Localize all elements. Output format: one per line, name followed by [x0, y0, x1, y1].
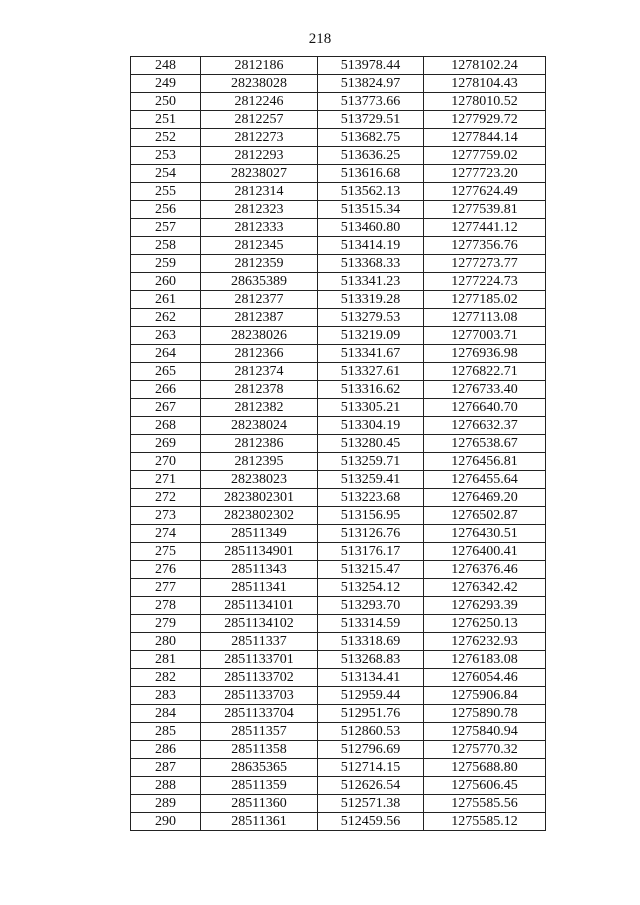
point-id-cell: 28238026 [201, 327, 318, 345]
x-coordinate-cell: 513215.47 [318, 561, 424, 579]
y-coordinate-cell: 1278102.24 [424, 57, 546, 75]
x-coordinate-cell: 513515.34 [318, 201, 424, 219]
x-coordinate-cell: 513305.21 [318, 399, 424, 417]
x-coordinate-cell: 513280.45 [318, 435, 424, 453]
point-number-cell: 273 [131, 507, 201, 525]
table-row [131, 93, 546, 111]
table-row [131, 507, 546, 525]
y-coordinate-cell: 1275585.12 [424, 813, 546, 831]
point-id-cell: 2812359 [201, 255, 318, 273]
y-coordinate-cell: 1276376.46 [424, 561, 546, 579]
table-row [131, 489, 546, 507]
x-coordinate-cell: 512571.38 [318, 795, 424, 813]
point-id-cell: 28238028 [201, 75, 318, 93]
x-coordinate-cell: 513773.66 [318, 93, 424, 111]
point-id-cell: 2812293 [201, 147, 318, 165]
point-id-cell: 2851133701 [201, 651, 318, 669]
point-number-cell: 271 [131, 471, 201, 489]
point-id-cell: 2851133704 [201, 705, 318, 723]
table-row [131, 651, 546, 669]
x-coordinate-cell: 513126.76 [318, 525, 424, 543]
x-coordinate-cell: 513341.23 [318, 273, 424, 291]
table-row [131, 201, 546, 219]
table-row [131, 543, 546, 561]
point-number-cell: 287 [131, 759, 201, 777]
x-coordinate-cell: 512959.44 [318, 687, 424, 705]
point-id-cell: 2812387 [201, 309, 318, 327]
y-coordinate-cell: 1275890.78 [424, 705, 546, 723]
table-row [131, 453, 546, 471]
y-coordinate-cell: 1276502.87 [424, 507, 546, 525]
point-id-cell: 28511361 [201, 813, 318, 831]
table-row [131, 705, 546, 723]
table-body [131, 57, 546, 831]
x-coordinate-cell: 513268.83 [318, 651, 424, 669]
table-row [131, 363, 546, 381]
y-coordinate-cell: 1276822.71 [424, 363, 546, 381]
y-coordinate-cell: 1275906.84 [424, 687, 546, 705]
x-coordinate-cell: 512714.15 [318, 759, 424, 777]
x-coordinate-cell: 513978.44 [318, 57, 424, 75]
point-number-cell: 272 [131, 489, 201, 507]
table-row [131, 741, 546, 759]
y-coordinate-cell: 1276733.40 [424, 381, 546, 399]
point-number-cell: 262 [131, 309, 201, 327]
point-number-cell: 255 [131, 183, 201, 201]
y-coordinate-cell: 1277759.02 [424, 147, 546, 165]
table-row [131, 561, 546, 579]
y-coordinate-cell: 1277356.76 [424, 237, 546, 255]
point-number-cell: 286 [131, 741, 201, 759]
x-coordinate-cell: 513259.71 [318, 453, 424, 471]
table-row [131, 579, 546, 597]
point-id-cell: 28238023 [201, 471, 318, 489]
y-coordinate-cell: 1277539.81 [424, 201, 546, 219]
point-number-cell: 252 [131, 129, 201, 147]
table-row [131, 57, 546, 75]
y-coordinate-cell: 1275606.45 [424, 777, 546, 795]
y-coordinate-cell: 1275770.32 [424, 741, 546, 759]
y-coordinate-cell: 1277929.72 [424, 111, 546, 129]
table-row [131, 309, 546, 327]
point-id-cell: 28511357 [201, 723, 318, 741]
x-coordinate-cell: 513319.28 [318, 291, 424, 309]
point-id-cell: 2812378 [201, 381, 318, 399]
point-id-cell: 2851134101 [201, 597, 318, 615]
x-coordinate-cell: 513314.59 [318, 615, 424, 633]
table-row [131, 345, 546, 363]
point-id-cell: 2812382 [201, 399, 318, 417]
point-number-cell: 258 [131, 237, 201, 255]
page-number: 218 [308, 31, 332, 47]
y-coordinate-cell: 1276538.67 [424, 435, 546, 453]
point-number-cell: 251 [131, 111, 201, 129]
x-coordinate-cell: 513824.97 [318, 75, 424, 93]
point-id-cell: 2812257 [201, 111, 318, 129]
table-row [131, 327, 546, 345]
point-id-cell: 28511349 [201, 525, 318, 543]
x-coordinate-cell: 513682.75 [318, 129, 424, 147]
x-coordinate-cell: 513134.41 [318, 669, 424, 687]
table-row [131, 633, 546, 651]
x-coordinate-cell: 513304.19 [318, 417, 424, 435]
point-id-cell: 2812273 [201, 129, 318, 147]
y-coordinate-cell: 1276400.41 [424, 543, 546, 561]
point-number-cell: 284 [131, 705, 201, 723]
table-row [131, 669, 546, 687]
x-coordinate-cell: 513259.41 [318, 471, 424, 489]
y-coordinate-cell: 1275688.80 [424, 759, 546, 777]
y-coordinate-cell: 1277003.71 [424, 327, 546, 345]
y-coordinate-cell: 1275585.56 [424, 795, 546, 813]
coordinates-table [130, 56, 546, 831]
y-coordinate-cell: 1277441.12 [424, 219, 546, 237]
point-id-cell: 28511343 [201, 561, 318, 579]
y-coordinate-cell: 1277723.20 [424, 165, 546, 183]
point-id-cell: 28511360 [201, 795, 318, 813]
table-row [131, 615, 546, 633]
x-coordinate-cell: 513176.17 [318, 543, 424, 561]
x-coordinate-cell: 513636.25 [318, 147, 424, 165]
point-number-cell: 282 [131, 669, 201, 687]
x-coordinate-cell: 513219.09 [318, 327, 424, 345]
y-coordinate-cell: 1276232.93 [424, 633, 546, 651]
point-number-cell: 288 [131, 777, 201, 795]
x-coordinate-cell: 513156.95 [318, 507, 424, 525]
point-id-cell: 28635389 [201, 273, 318, 291]
table-row [131, 525, 546, 543]
point-number-cell: 254 [131, 165, 201, 183]
point-number-cell: 285 [131, 723, 201, 741]
table-row [131, 471, 546, 489]
point-id-cell: 2812186 [201, 57, 318, 75]
point-number-cell: 277 [131, 579, 201, 597]
point-number-cell: 249 [131, 75, 201, 93]
point-number-cell: 268 [131, 417, 201, 435]
point-id-cell: 2851133703 [201, 687, 318, 705]
y-coordinate-cell: 1277185.02 [424, 291, 546, 309]
table-row [131, 129, 546, 147]
point-number-cell: 260 [131, 273, 201, 291]
x-coordinate-cell: 512459.56 [318, 813, 424, 831]
table-row [131, 291, 546, 309]
point-number-cell: 267 [131, 399, 201, 417]
point-id-cell: 28238027 [201, 165, 318, 183]
x-coordinate-cell: 513318.69 [318, 633, 424, 651]
point-number-cell: 265 [131, 363, 201, 381]
y-coordinate-cell: 1276430.51 [424, 525, 546, 543]
point-id-cell: 2823802301 [201, 489, 318, 507]
y-coordinate-cell: 1277113.08 [424, 309, 546, 327]
y-coordinate-cell: 1276183.08 [424, 651, 546, 669]
x-coordinate-cell: 513616.68 [318, 165, 424, 183]
table-row [131, 255, 546, 273]
x-coordinate-cell: 513316.62 [318, 381, 424, 399]
table-row [131, 687, 546, 705]
y-coordinate-cell: 1278010.52 [424, 93, 546, 111]
point-id-cell: 2812386 [201, 435, 318, 453]
point-id-cell: 2851134102 [201, 615, 318, 633]
point-number-cell: 278 [131, 597, 201, 615]
x-coordinate-cell: 513368.33 [318, 255, 424, 273]
table-row [131, 165, 546, 183]
x-coordinate-cell: 513254.12 [318, 579, 424, 597]
table-row [131, 759, 546, 777]
point-number-cell: 256 [131, 201, 201, 219]
y-coordinate-cell: 1277624.49 [424, 183, 546, 201]
table-row [131, 813, 546, 831]
point-number-cell: 257 [131, 219, 201, 237]
point-id-cell: 2812366 [201, 345, 318, 363]
y-coordinate-cell: 1277224.73 [424, 273, 546, 291]
x-coordinate-cell: 512860.53 [318, 723, 424, 741]
point-number-cell: 261 [131, 291, 201, 309]
point-number-cell: 281 [131, 651, 201, 669]
point-id-cell: 2812374 [201, 363, 318, 381]
point-id-cell: 28511359 [201, 777, 318, 795]
point-number-cell: 250 [131, 93, 201, 111]
table-row [131, 795, 546, 813]
y-coordinate-cell: 1276250.13 [424, 615, 546, 633]
table-row [131, 183, 546, 201]
y-coordinate-cell: 1276342.42 [424, 579, 546, 597]
point-id-cell: 2851134901 [201, 543, 318, 561]
y-coordinate-cell: 1276936.98 [424, 345, 546, 363]
point-id-cell: 2812333 [201, 219, 318, 237]
table-row [131, 111, 546, 129]
x-coordinate-cell: 512951.76 [318, 705, 424, 723]
table-row [131, 147, 546, 165]
x-coordinate-cell: 512796.69 [318, 741, 424, 759]
y-coordinate-cell: 1276293.39 [424, 597, 546, 615]
x-coordinate-cell: 513293.70 [318, 597, 424, 615]
point-id-cell: 28511341 [201, 579, 318, 597]
y-coordinate-cell: 1276640.70 [424, 399, 546, 417]
table-row [131, 777, 546, 795]
x-coordinate-cell: 512626.54 [318, 777, 424, 795]
point-number-cell: 276 [131, 561, 201, 579]
table-row [131, 435, 546, 453]
point-id-cell: 2812323 [201, 201, 318, 219]
point-id-cell: 28635365 [201, 759, 318, 777]
point-number-cell: 264 [131, 345, 201, 363]
point-id-cell: 28511358 [201, 741, 318, 759]
x-coordinate-cell: 513223.68 [318, 489, 424, 507]
point-number-cell: 279 [131, 615, 201, 633]
table-row [131, 75, 546, 93]
y-coordinate-cell: 1276456.81 [424, 453, 546, 471]
point-number-cell: 266 [131, 381, 201, 399]
y-coordinate-cell: 1275840.94 [424, 723, 546, 741]
table-row [131, 381, 546, 399]
point-id-cell: 2812314 [201, 183, 318, 201]
point-number-cell: 253 [131, 147, 201, 165]
point-number-cell: 290 [131, 813, 201, 831]
table-row [131, 237, 546, 255]
table-row [131, 219, 546, 237]
y-coordinate-cell: 1276455.64 [424, 471, 546, 489]
point-id-cell: 2812345 [201, 237, 318, 255]
y-coordinate-cell: 1276469.20 [424, 489, 546, 507]
point-number-cell: 289 [131, 795, 201, 813]
point-id-cell: 2812377 [201, 291, 318, 309]
point-id-cell: 28238024 [201, 417, 318, 435]
point-number-cell: 274 [131, 525, 201, 543]
point-id-cell: 2823802302 [201, 507, 318, 525]
point-number-cell: 275 [131, 543, 201, 561]
point-id-cell: 2812246 [201, 93, 318, 111]
y-coordinate-cell: 1277273.77 [424, 255, 546, 273]
point-id-cell: 2812395 [201, 453, 318, 471]
point-number-cell: 263 [131, 327, 201, 345]
point-number-cell: 270 [131, 453, 201, 471]
table-row [131, 399, 546, 417]
x-coordinate-cell: 513341.67 [318, 345, 424, 363]
point-number-cell: 259 [131, 255, 201, 273]
point-id-cell: 2851133702 [201, 669, 318, 687]
x-coordinate-cell: 513562.13 [318, 183, 424, 201]
x-coordinate-cell: 513460.80 [318, 219, 424, 237]
x-coordinate-cell: 513279.53 [318, 309, 424, 327]
x-coordinate-cell: 513327.61 [318, 363, 424, 381]
table-row [131, 417, 546, 435]
point-number-cell: 280 [131, 633, 201, 651]
table-row [131, 597, 546, 615]
table-row [131, 273, 546, 291]
x-coordinate-cell: 513414.19 [318, 237, 424, 255]
x-coordinate-cell: 513729.51 [318, 111, 424, 129]
point-number-cell: 283 [131, 687, 201, 705]
y-coordinate-cell: 1276632.37 [424, 417, 546, 435]
y-coordinate-cell: 1278104.43 [424, 75, 546, 93]
y-coordinate-cell: 1276054.46 [424, 669, 546, 687]
point-number-cell: 269 [131, 435, 201, 453]
point-id-cell: 28511337 [201, 633, 318, 651]
table-row [131, 723, 546, 741]
y-coordinate-cell: 1277844.14 [424, 129, 546, 147]
point-number-cell: 248 [131, 57, 201, 75]
